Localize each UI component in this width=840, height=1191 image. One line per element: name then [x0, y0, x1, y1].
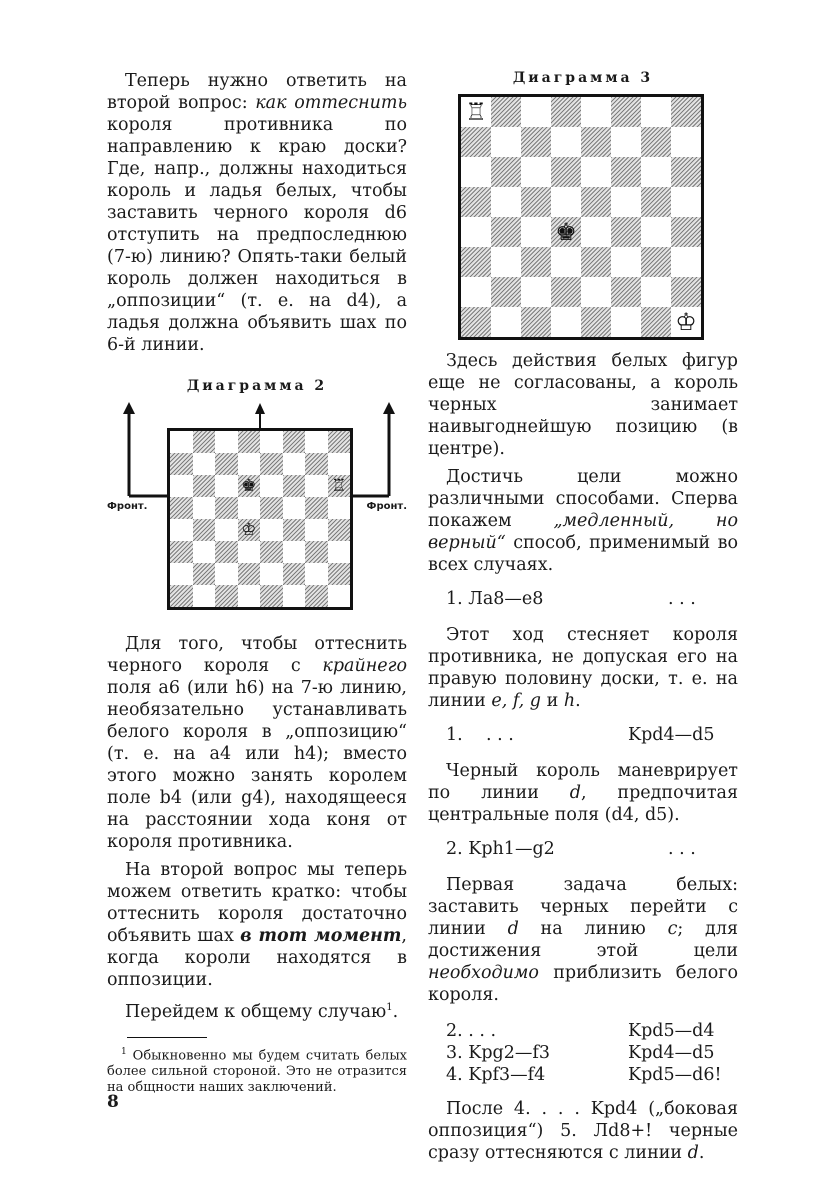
board-square	[521, 307, 551, 337]
board-square	[260, 541, 283, 563]
black-king-piece: ♚	[555, 218, 577, 246]
board-square	[461, 217, 491, 247]
board-square	[305, 497, 328, 519]
board-square	[170, 519, 193, 541]
board-square	[581, 307, 611, 337]
right-column	[428, 70, 738, 1164]
board-square	[611, 187, 641, 217]
board-square	[238, 541, 261, 563]
board-square	[641, 307, 671, 337]
board-square	[305, 519, 328, 541]
board-square	[215, 585, 238, 607]
moves-list	[428, 1020, 738, 1086]
front-label-right: Фронт.	[366, 501, 407, 512]
board-square	[521, 97, 551, 127]
board-square	[461, 127, 491, 157]
board-square	[238, 475, 261, 497]
board-square	[283, 585, 306, 607]
board-square	[238, 563, 261, 585]
board-square	[551, 217, 581, 247]
board-square	[641, 217, 671, 247]
board-square	[305, 541, 328, 563]
board-square	[551, 277, 581, 307]
board-square	[170, 563, 193, 585]
board-square	[461, 277, 491, 307]
left-paragraph-1: Теперь нужно ответить на второй вопрос: как оттеснить короля противника по направлению к краю доски? Где, напр., должны находиться король и ладья белых, чтобы заставить черного короля d6 отступить на предпоследнюю (7-ю) линию? Опять-таки белый король должен находиться в „оппозиции“ (т. е. на d4), а ладья должна объявить шах по 6-й линии.	[107, 71, 408, 355]
board-square	[283, 497, 306, 519]
board-square	[551, 127, 581, 157]
board-square	[641, 277, 671, 307]
left-column	[107, 70, 407, 1096]
board-square	[283, 431, 306, 453]
board-square	[215, 563, 238, 585]
white-rook-piece: ♖	[331, 476, 347, 496]
board-square	[305, 431, 328, 453]
board-square	[611, 157, 641, 187]
board-square	[461, 187, 491, 217]
right-paragraph-1: Здесь действия белых фигур еще не согласованы, а король черных занимает наивыгоднейшую позицию (в центре).	[428, 351, 738, 459]
board-square	[581, 217, 611, 247]
board-square	[170, 453, 193, 475]
board-square	[611, 217, 641, 247]
board-square	[491, 97, 521, 127]
board-square	[193, 497, 216, 519]
board-square	[328, 497, 351, 519]
right-paragraph-4: Черный король маневрирует по линии d, предпочитая центральные поля (d4, d5).	[428, 761, 738, 825]
board-square	[328, 431, 351, 453]
board-square	[283, 563, 306, 585]
board-square	[491, 127, 521, 157]
diagram-3-title: Диаграмма 3	[512, 70, 654, 86]
board-square	[170, 585, 193, 607]
board-square	[260, 431, 283, 453]
board-square	[283, 475, 306, 497]
board-square	[461, 247, 491, 277]
board-square	[521, 187, 551, 217]
board-square	[215, 541, 238, 563]
board-square	[170, 475, 193, 497]
board-square	[170, 497, 193, 519]
board-square	[193, 453, 216, 475]
board-square	[328, 541, 351, 563]
board-square	[238, 431, 261, 453]
board-square	[215, 453, 238, 475]
board-square	[611, 247, 641, 277]
move-row: 2. . . . Kpd5—d4	[446, 1021, 715, 1041]
board-square	[193, 541, 216, 563]
board-square	[611, 277, 641, 307]
board-square	[551, 307, 581, 337]
board-square	[193, 585, 216, 607]
board-square	[305, 475, 328, 497]
black-king-piece: ♚	[241, 476, 257, 496]
board-square	[215, 519, 238, 541]
right-paragraph-2: Достичь цели можно различными способами. Сперва покажем „медленный, но верный“ способ, применимый во всех случаях.	[428, 467, 738, 575]
right-paragraph-3: Этот ход стесняет короля противника, не допуская его на правую половину доски, т. е. на линии e, f, g и h.	[428, 625, 738, 711]
board-square	[260, 585, 283, 607]
board-square	[260, 519, 283, 541]
move-1-black: 1. . . . Kpd4—d5	[446, 725, 715, 745]
left-paragraph-3: На второй вопрос мы теперь можем ответить кратко: чтобы оттеснить короля достаточно объявить шах в тот момент, когда короли находятся в оппозиции.	[107, 860, 407, 990]
diagram-2	[107, 398, 407, 613]
board-square	[491, 307, 521, 337]
board-square	[671, 277, 701, 307]
board-square	[193, 431, 216, 453]
board-square	[641, 247, 671, 277]
board-square	[581, 157, 611, 187]
board-square	[671, 97, 701, 127]
board-square	[238, 585, 261, 607]
front-label-left: Фронт.	[107, 501, 148, 512]
board-square	[283, 519, 306, 541]
move-1-white: 1. Ла8—е8 . . .	[446, 589, 696, 609]
board-square	[170, 541, 193, 563]
left-paragraph-4: Перейдем к общему случаю$^1$.	[125, 1001, 399, 1022]
board-square	[491, 247, 521, 277]
board-square	[491, 277, 521, 307]
board-square	[193, 519, 216, 541]
white-king-piece: ♔	[675, 308, 697, 336]
board-square	[521, 127, 551, 157]
board-square	[641, 97, 671, 127]
white-rook-piece: ♖	[465, 98, 487, 126]
board-square	[170, 431, 193, 453]
board-square	[461, 97, 491, 127]
board-square	[671, 157, 701, 187]
board-square	[283, 541, 306, 563]
board-square	[551, 97, 581, 127]
board-square	[238, 519, 261, 541]
move-2-white: 2. Kph1—g2 . . .	[446, 839, 696, 859]
board-square	[328, 453, 351, 475]
board-square	[671, 187, 701, 217]
board-square	[215, 431, 238, 453]
board-square	[671, 307, 701, 337]
board-square	[305, 585, 328, 607]
board-square	[551, 187, 581, 217]
board-square	[491, 217, 521, 247]
diagram-2-title: Диаграмма 2	[186, 378, 328, 394]
board-square	[551, 247, 581, 277]
move-row: 3. Kpg2—f3 Kpd4—d5	[446, 1043, 715, 1063]
page-number: 8	[107, 1092, 119, 1112]
board-square	[551, 157, 581, 187]
white-king-piece: ♔	[241, 520, 257, 540]
left-paragraph-2: Для того, чтобы оттеснить черного короля с крайнего поля a6 (или h6) на 7-ю линию, необязательно устанавливать белого короля в „оппозицию“ (т. е. на a4 или h4); вместо этого можно занять королем поле b4 (или g4), находящееся на расстоянии хода коня от короля противника.	[107, 634, 407, 852]
board-square	[238, 497, 261, 519]
board-square	[215, 497, 238, 519]
board-square	[491, 187, 521, 217]
diagram-3-board	[458, 94, 704, 340]
board-square	[305, 563, 328, 585]
move-row: 4. Kpf3—f4 Kpd5—d6!	[446, 1065, 722, 1085]
board-square	[671, 217, 701, 247]
board-square	[328, 585, 351, 607]
board-square	[491, 157, 521, 187]
board-square	[611, 127, 641, 157]
board-square	[521, 247, 551, 277]
board-square	[641, 187, 671, 217]
board-square	[260, 563, 283, 585]
board-square	[283, 453, 306, 475]
board-square	[305, 453, 328, 475]
footnote-divider	[127, 1037, 207, 1038]
board-square	[328, 563, 351, 585]
board-square	[328, 475, 351, 497]
board-square	[461, 307, 491, 337]
board-square	[260, 453, 283, 475]
board-square	[581, 277, 611, 307]
board-square	[581, 187, 611, 217]
board-square	[581, 247, 611, 277]
board-square	[193, 475, 216, 497]
board-square	[238, 453, 261, 475]
board-square	[671, 247, 701, 277]
board-square	[260, 475, 283, 497]
board-square	[461, 157, 491, 187]
board-square	[328, 519, 351, 541]
board-square	[215, 475, 238, 497]
board-square	[671, 127, 701, 157]
right-paragraph-5: Первая задача белых: заставить черных перейти с линии d на линию c; для достижения этой цели необходимо приблизить белого короля.	[428, 875, 738, 1005]
board-square	[521, 217, 551, 247]
board-square	[521, 277, 551, 307]
board-square	[260, 497, 283, 519]
board-square	[521, 157, 551, 187]
right-paragraph-6: После 4. . . . Kpd4 („боковая оппозиция“) 5. Лd8+! черные сразу оттесняются с линии d.	[428, 1099, 738, 1163]
board-square	[641, 157, 671, 187]
board-square	[611, 97, 641, 127]
board-square	[641, 127, 671, 157]
board-square	[581, 127, 611, 157]
board-square	[581, 97, 611, 127]
board-square	[611, 307, 641, 337]
footnote: $^1$ Обыкновенно мы будем считать белых более сильной стороной. Это не отразится на общности наших заключений.	[107, 1046, 407, 1096]
diagram-2-board	[167, 428, 353, 610]
board-square	[193, 563, 216, 585]
